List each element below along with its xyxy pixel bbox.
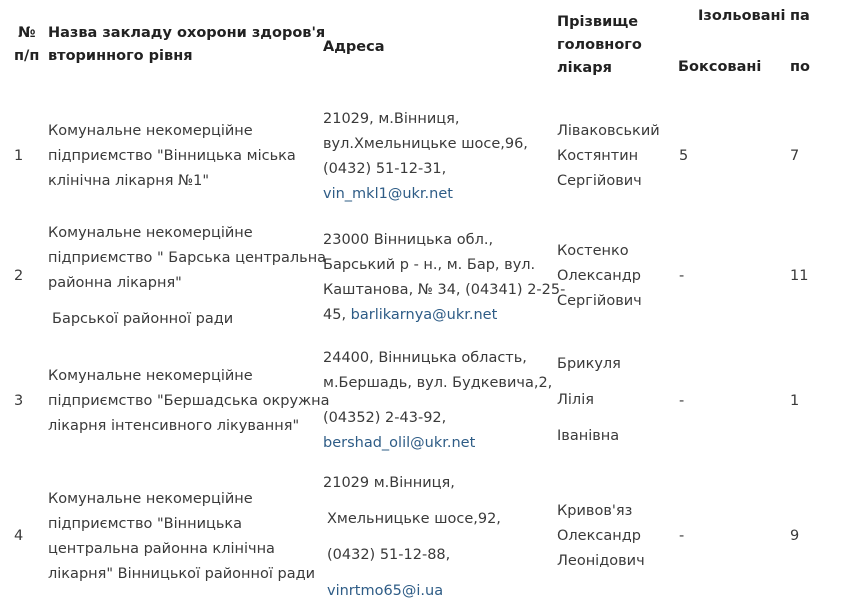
facility-name xyxy=(48,487,315,587)
address-line: 21029 м.Вінниця, xyxy=(323,475,455,491)
header-number xyxy=(14,22,39,68)
header-po-truncated: по xyxy=(790,59,810,75)
email-link[interactable]: barlikarnya@ukr.net xyxy=(350,307,498,323)
doctor-surname: Костенко xyxy=(557,243,629,259)
boxed-count: - xyxy=(679,393,685,409)
row-number: 4 xyxy=(14,528,24,544)
row-number: 3 xyxy=(14,393,24,409)
address xyxy=(323,228,565,328)
wards-count: 1 xyxy=(790,393,800,409)
boxed-count: 5 xyxy=(679,148,689,164)
header-number-line1: № xyxy=(17,25,36,41)
header-doctor-line1: Прізвище xyxy=(557,14,639,30)
address-line: вул.Хмельницьке шосе,96, xyxy=(323,136,528,152)
facility-name-line: районна лікарня" xyxy=(48,275,182,291)
address-line: 24400, Вінницька область, xyxy=(323,350,527,366)
facility-name xyxy=(48,119,296,194)
wards-count: 11 xyxy=(790,268,809,284)
address-line: 23000 Вінницька обл., xyxy=(323,232,494,248)
address-line: 45, xyxy=(323,307,351,323)
row-number: 1 xyxy=(14,148,24,164)
header-name-line1: Назва закладу охорони здоров'я xyxy=(48,25,326,41)
wards-count: 7 xyxy=(790,148,800,164)
address xyxy=(323,471,501,604)
header-isolated: Ізольовані xyxy=(698,8,786,24)
chief-doctor xyxy=(557,499,645,574)
header-doctor-line2: головного xyxy=(557,37,642,53)
email-link[interactable]: vinrtmo65@i.ua xyxy=(327,583,444,599)
facility-name xyxy=(48,221,326,296)
doctor-patronymic: Леонідович xyxy=(557,553,645,569)
doctor-first-name: Олександр xyxy=(557,268,641,284)
chief-doctor xyxy=(557,119,660,194)
header-doctor-line3: лікаря xyxy=(557,60,612,76)
header-boxed: Боксовані xyxy=(678,59,762,75)
facility-name-line: підприємство "Вінницька xyxy=(48,516,243,532)
doctor-first-name: Олександр xyxy=(557,528,641,544)
address-line: Барський р - н., м. Бар, вул. xyxy=(323,257,536,273)
doctor-surname: Брикуля xyxy=(557,356,621,372)
email-link[interactable]: bershad_olil@ukr.net xyxy=(323,435,476,451)
header-address: Адреса xyxy=(323,39,385,55)
facility-name-line: Комунальне некомерційне xyxy=(48,368,253,384)
address-line: 21029, м.Вінниця, xyxy=(323,111,460,127)
doctor-patronymic: Іванівна xyxy=(557,428,620,444)
header-number-line2: п/п xyxy=(14,48,40,64)
wards-count: 9 xyxy=(790,528,800,544)
facility-name-line: підприємство "Вінницька міська xyxy=(48,148,296,164)
facility-name-line: Комунальне некомерційне xyxy=(48,225,253,241)
facility-name-line: Комунальне некомерційне xyxy=(48,491,253,507)
chief-doctor xyxy=(557,352,621,449)
facility-name-line: лікарня" Вінницької районної ради xyxy=(48,566,316,582)
address xyxy=(323,107,528,207)
doctor-first-name: Лілія xyxy=(557,392,594,408)
facility-name-line: Комунальне некомерційне xyxy=(48,123,253,139)
facility-name-extra: Барської районної ради xyxy=(52,311,234,327)
header-facility-name xyxy=(48,22,325,68)
address-line: (04352) 2-43-92, xyxy=(323,410,447,426)
header-name-line2: вторинного рівня xyxy=(48,48,193,64)
address-line: (0432) 51-12-88, xyxy=(327,547,451,563)
address-line: (0432) 51-12-31, xyxy=(323,161,447,177)
facility-name-line: центральна районна клінічна xyxy=(48,541,275,557)
doctor-surname: Кривов'яз xyxy=(557,503,633,519)
row-number: 2 xyxy=(14,268,24,284)
facility-name-line: підприємство " Барська центральна xyxy=(48,250,327,266)
header-pa-truncated: па xyxy=(790,8,810,24)
boxed-count: - xyxy=(679,528,685,544)
address-line: м.Бершадь, вул. Будкевича,2, xyxy=(323,375,553,391)
doctor-first-name: Костянтин xyxy=(557,148,639,164)
facility-name-line: підприємство "Бершадська окружна xyxy=(48,393,330,409)
address-line: Хмельницьке шосе,92, xyxy=(327,511,501,527)
address-line: Каштанова, № 34, (04341) 2-25- xyxy=(323,282,566,298)
facility-name-line: лікарня інтенсивного лікування" xyxy=(48,418,300,434)
facility-name xyxy=(48,364,330,439)
chief-doctor xyxy=(557,239,642,314)
address-last-line xyxy=(323,303,565,328)
address xyxy=(323,346,552,456)
header-chief-doctor xyxy=(557,11,642,80)
doctor-patronymic: Сергійович xyxy=(557,173,642,189)
facility-name-line: клінічна лікарня №1" xyxy=(48,173,210,189)
email-link[interactable]: vin_mkl1@ukr.net xyxy=(323,186,453,202)
doctor-surname: Ліваковський xyxy=(557,123,660,139)
doctor-patronymic: Сергійович xyxy=(557,293,642,309)
boxed-count: - xyxy=(679,268,685,284)
